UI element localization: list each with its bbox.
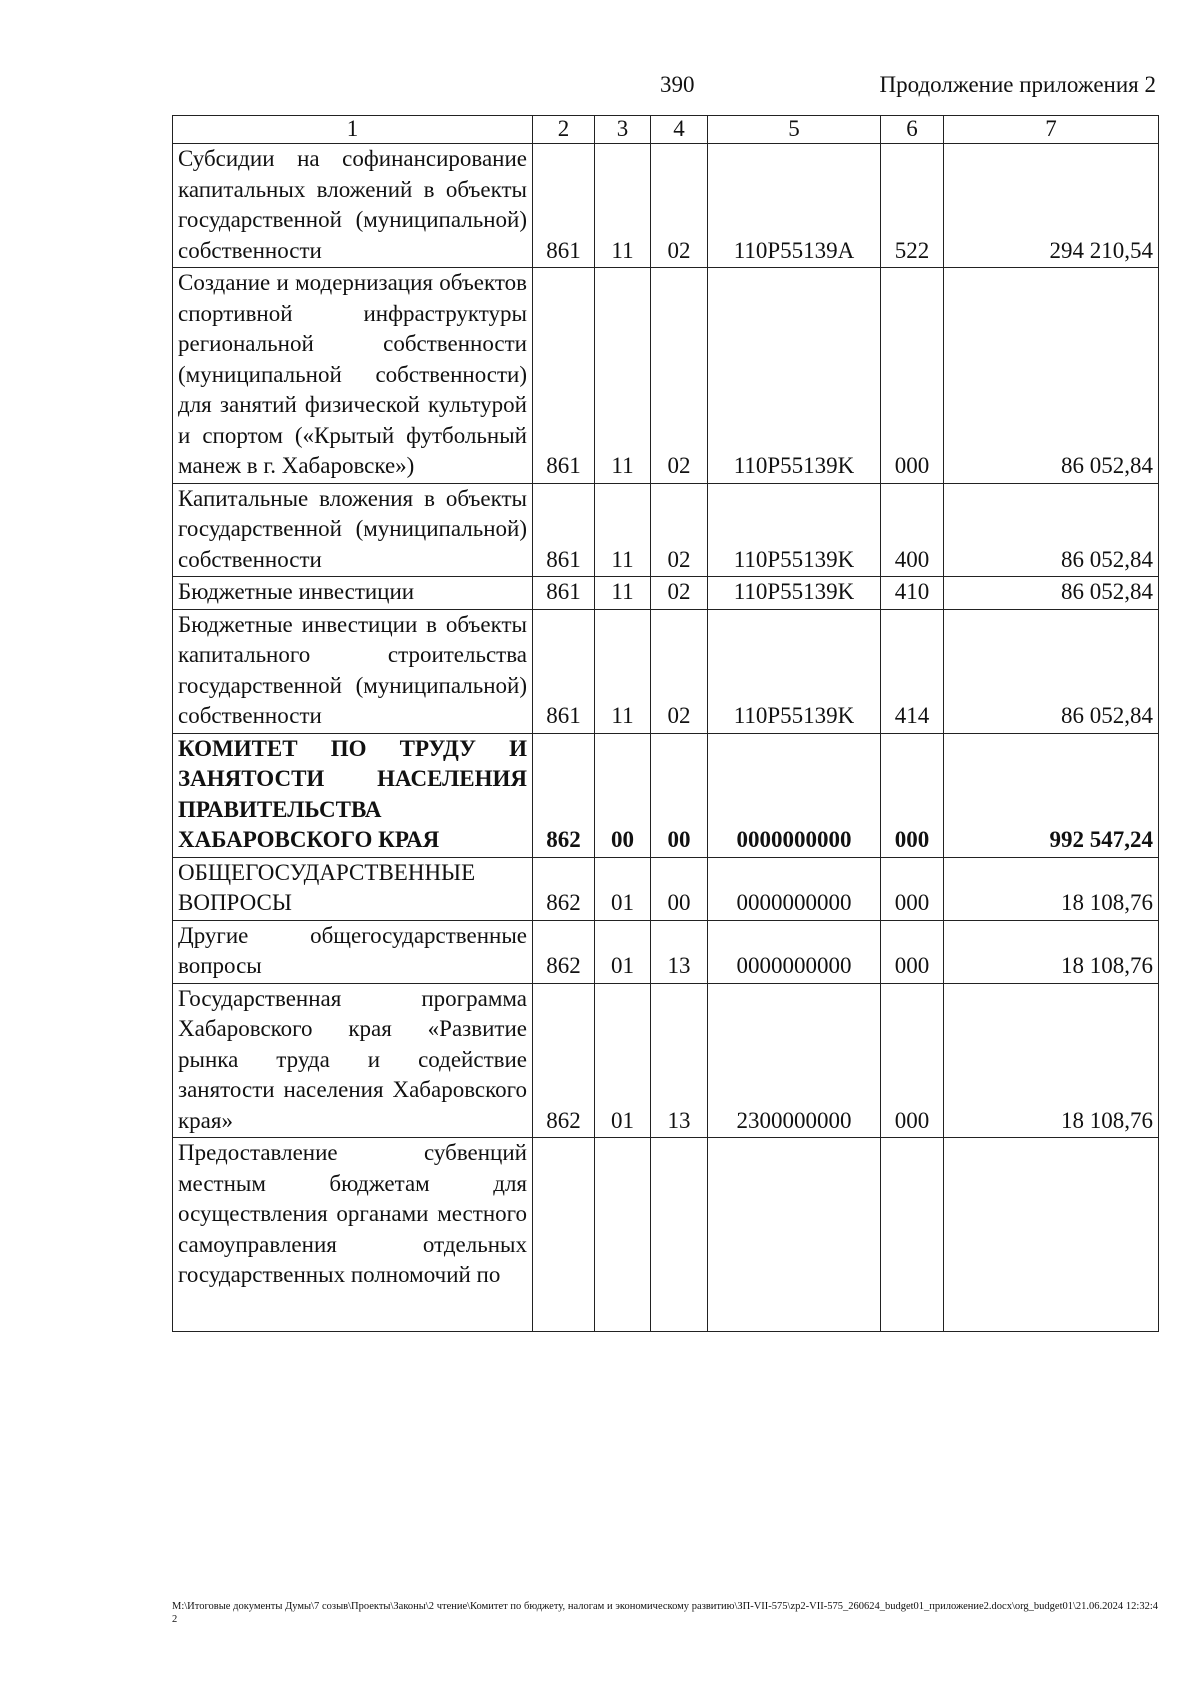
row-expense-type	[881, 1138, 944, 1332]
table-row	[173, 144, 1159, 268]
row-section: 00	[595, 733, 651, 857]
column-header: 3	[595, 116, 651, 144]
row-subsection: 13	[651, 983, 708, 1138]
row-amount: 86 052,84	[944, 268, 1159, 484]
column-header: 4	[651, 116, 708, 144]
row-section: 01	[595, 920, 651, 983]
row-amount: 86 052,84	[944, 577, 1159, 610]
table-row	[173, 983, 1159, 1138]
table-row	[173, 483, 1159, 577]
row-target-article: 2300000000	[708, 983, 881, 1138]
row-amount: 18 108,76	[944, 920, 1159, 983]
row-grbs	[533, 1138, 595, 1332]
row-grbs: 862	[533, 920, 595, 983]
row-description: Предоставление субвенций местным бюджетам для осуществления органами местного самоуправления отдельных государственных полномочий по	[173, 1138, 533, 1332]
row-amount: 992 547,24	[944, 733, 1159, 857]
row-description: ОБЩЕГОСУДАРСТВЕННЫЕ ВОПРОСЫ	[173, 857, 533, 920]
table-row	[173, 920, 1159, 983]
row-grbs: 861	[533, 577, 595, 610]
continuation-label: Продолжение приложения 2	[879, 72, 1156, 97]
column-header-row	[173, 116, 1159, 144]
row-expense-type: 410	[881, 577, 944, 610]
row-target-article: 110P55139A	[708, 144, 881, 268]
row-grbs: 861	[533, 483, 595, 577]
row-section: 11	[595, 577, 651, 610]
row-grbs: 861	[533, 268, 595, 484]
row-description: Создание и модернизация объектов спортивной инфраструктуры региональной собственности (муниципальной собственности) для занятий физической культурой и спортом («Крытый футбольный манеж в г. Хабаровске»)	[173, 268, 533, 484]
row-subsection: 13	[651, 920, 708, 983]
row-subsection: 00	[651, 857, 708, 920]
row-section: 01	[595, 983, 651, 1138]
row-amount: 86 052,84	[944, 609, 1159, 733]
row-target-article: 0000000000	[708, 920, 881, 983]
row-subsection: 02	[651, 609, 708, 733]
row-target-article: 0000000000	[708, 857, 881, 920]
row-expense-type: 414	[881, 609, 944, 733]
row-amount: 294 210,54	[944, 144, 1159, 268]
row-subsection: 02	[651, 268, 708, 484]
row-expense-type: 000	[881, 857, 944, 920]
row-amount: 18 108,76	[944, 857, 1159, 920]
row-description: Государственная программа Хабаровского края «Развитие рынка труда и содействие занятости населения Хабаровского края»	[173, 983, 533, 1138]
row-description: КОМИТЕТ ПО ТРУДУ И ЗАНЯТОСТИ НАСЕЛЕНИЯ ПРАВИТЕЛЬСТВА ХАБАРОВСКОГО КРАЯ	[173, 733, 533, 857]
row-amount	[944, 1138, 1159, 1332]
row-target-article: 110P55139K	[708, 483, 881, 577]
row-target-article: 0000000000	[708, 733, 881, 857]
budget-table	[172, 115, 1159, 1332]
table-row	[173, 609, 1159, 733]
row-subsection: 02	[651, 483, 708, 577]
row-description: Капитальные вложения в объекты государственной (муниципальной) собственности	[173, 483, 533, 577]
table-row	[173, 577, 1159, 610]
row-amount: 86 052,84	[944, 483, 1159, 577]
row-target-article	[708, 1138, 881, 1332]
row-section: 11	[595, 609, 651, 733]
row-expense-type: 000	[881, 983, 944, 1138]
row-grbs: 862	[533, 857, 595, 920]
row-grbs: 862	[533, 983, 595, 1138]
row-expense-type: 400	[881, 483, 944, 577]
row-amount: 18 108,76	[944, 983, 1159, 1138]
table-row	[173, 857, 1159, 920]
column-header: 1	[173, 116, 533, 144]
row-section: 11	[595, 144, 651, 268]
row-grbs: 862	[533, 733, 595, 857]
row-grbs: 861	[533, 609, 595, 733]
row-description: Субсидии на софинансирование капитальных вложений в объекты государственной (муниципальной) собственности	[173, 144, 533, 268]
column-header: 2	[533, 116, 595, 144]
row-subsection	[651, 1138, 708, 1332]
column-header: 5	[708, 116, 881, 144]
column-header: 6	[881, 116, 944, 144]
row-target-article: 110P55139K	[708, 609, 881, 733]
row-subsection: 02	[651, 144, 708, 268]
column-header: 7	[944, 116, 1159, 144]
row-expense-type: 522	[881, 144, 944, 268]
row-expense-type: 000	[881, 268, 944, 484]
row-subsection: 02	[651, 577, 708, 610]
row-expense-type: 000	[881, 920, 944, 983]
row-description: Бюджетные инвестиции в объекты капитального строительства государственной (муниципальной) собственности	[173, 609, 533, 733]
table-row-continued	[173, 1138, 1159, 1332]
row-target-article: 110P55139K	[708, 577, 881, 610]
row-description: Бюджетные инвестиции	[173, 577, 533, 610]
row-section: 01	[595, 857, 651, 920]
table-row	[173, 268, 1159, 484]
table-row-department	[173, 733, 1159, 857]
document-path-footer: М:\Итоговые документы Думы\7 созыв\Проекты\Законы\2 чтение\Комитет по бюджету, налогам и экономическому развитию\ЗП-VII-575\zp2-VII-575_260624_budget01_приложение2.docx\org_budget01\21.06.2024 12:32:42	[172, 1601, 1158, 1625]
row-section: 11	[595, 268, 651, 484]
page-number: 390	[660, 72, 695, 97]
row-subsection: 00	[651, 733, 708, 857]
row-description: Другие общегосударственные вопросы	[173, 920, 533, 983]
row-expense-type: 000	[881, 733, 944, 857]
row-grbs: 861	[533, 144, 595, 268]
row-target-article: 110P55139K	[708, 268, 881, 484]
row-section: 11	[595, 483, 651, 577]
row-section	[595, 1138, 651, 1332]
